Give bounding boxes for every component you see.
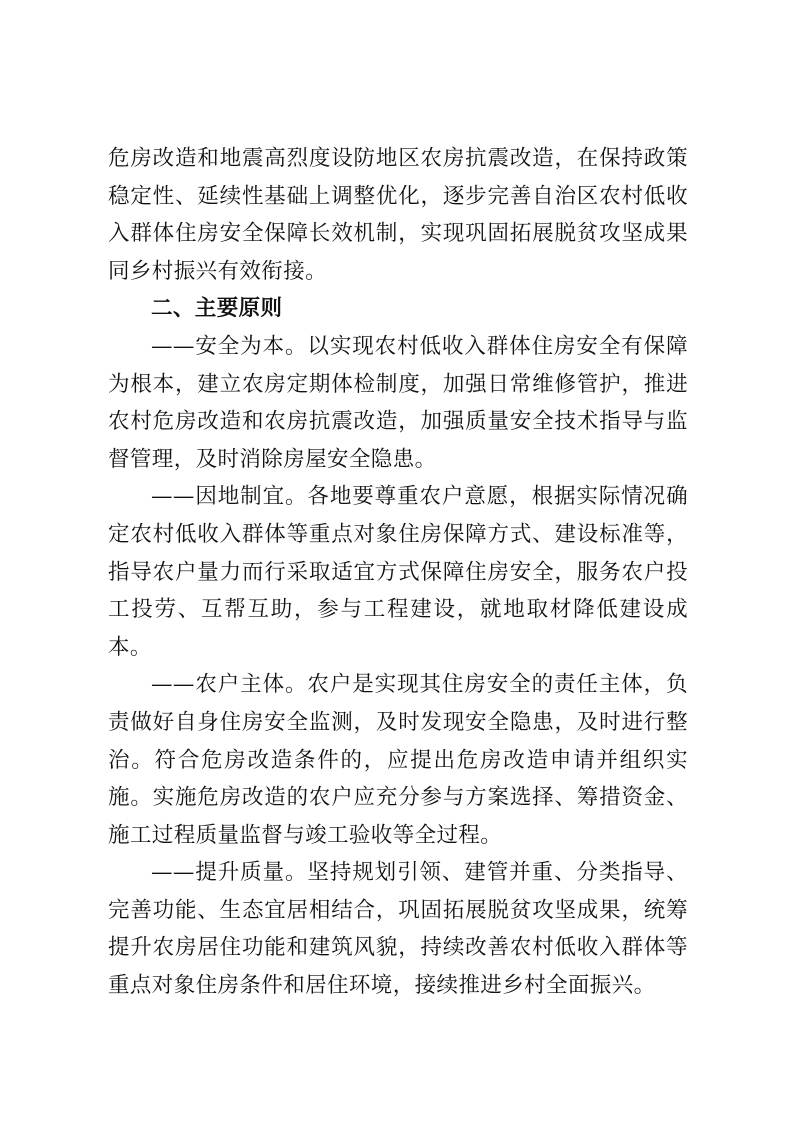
principle-quality-improvement: ——提升质量。坚持规划引领、建管并重、分类指导、完善功能、生态宜居相结合，巩固拓展脱贫攻坚成果，统筹提升农房居住功能和建筑风貌，持续改善农村低收入群体等重点对象住房条件和居住环境，接续推进乡村全面振兴。 [108,860,688,999]
intro-paragraph: 危房改造和地震高烈度设防地区农房抗震改造，在保持政策稳定性、延续性基础上调整优化，逐步完善自治区农村低收入群体住房安全保障长效机制，实现巩固拓展脱贫攻坚成果同乡村振兴有效衔接。 [108,146,688,284]
principle-farmer-subject: ——农户主体。农户是实现其住房安全的责任主体，负责做好自身住房安全监测，及时发现安全隐患，及时进行整治。符合危房改造条件的，应提出危房改造申请并组织实施。实施危房改造的农户应充分参与方案选择、筹措资金、施工过程质量监督与竣工验收等全过程。 [108,672,688,848]
principle-local-conditions: ——因地制宜。各地要尊重农户意愿，根据实际情况确定农村低收入群体等重点对象住房保障方式、建设标准等，指导农户量力而行采取适宜方式保障住房安全，服务农户投工投劳、互帮互助，参与工程建设，就地取材降低建设成本。 [108,484,688,660]
document-body [108,140,688,1005]
section-heading: 二、主要原则 [151,296,283,322]
principle-safety-first: ——安全为本。以实现农村低收入群体住房安全有保障为根本，建立农房定期体检制度，加强日常维修管护，推进农村危房改造和农房抗震改造，加强质量安全技术指导与监督管理，及时消除房屋安全隐患。 [108,333,688,472]
